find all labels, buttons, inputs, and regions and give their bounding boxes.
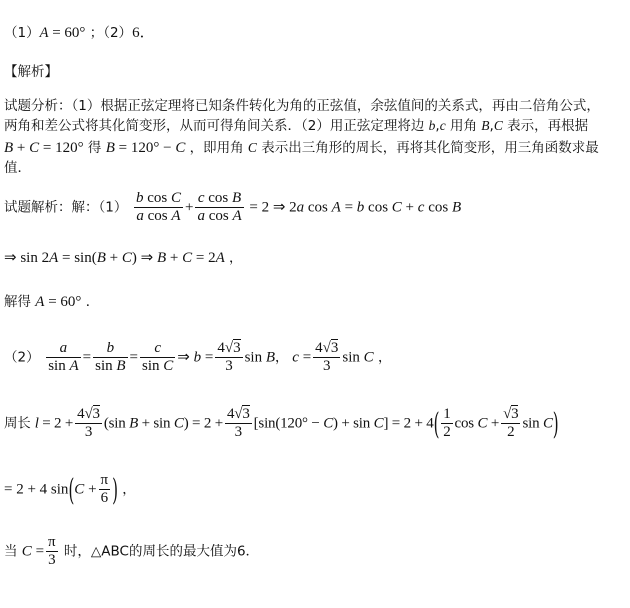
solution-eq-4: （2） $\frac{a}{\text{sin A}}$ = $\frac{b}{\text{sin B}}$ = $\frac{c}{\text{sin C}}$ ⇒ b = $\frac{4√3}{3}$ sin B， c = $\frac{4√3}{3}$ sin C ， [4,340,392,374]
analysis-line-2: 两角和差公式将其化简变形，从而可得角间关系．（2）用正弦定理将边 b,c 用角 B,C 表示，再根据 [4,118,589,134]
analysis-line-1: 试题分析：（1）根据正弦定理将已知条件转化为角的正弦值，余弦值间的关系式，再由二倍角公式， [4,98,600,114]
analysis-line-3: B + C = 120° 得 B = 120° − C ，即用角 C 表示出三角形的周长，再将其化简变形，用三角函数求最 [4,140,599,156]
solution-eq-5: 周长 l = 2 + $\frac{4√3}{3}$ (sin B + sin C) = 2 + $\frac{4√3}{3}$ [sin(120° − C) + sin C] = 2 + 4( $\frac{1}{2}$ cos C + $\frac{√3}{2}$ sin C) [4,405,559,442]
solution-eq-2: ⇒ sin 2A = sin(B + C) ⇒ B + C = 2A ， [4,250,243,266]
section-heading: 【解析】 [4,64,58,80]
solution-eq-3: 解得 A = 60° ． [4,294,100,310]
answer-line: （1）A = 60° ；（2）6． [4,25,155,41]
solution-eq-1: 试题解析：解：（1） $\frac{\text{b cos C}}{\text{a cos A}}$ + $\frac{\text{c cos B}}{\text{a cos A}}$ = 2 ⇒ 2a cos A = b cos C + c cos B [4,190,462,224]
solution-eq-7: 当 C = $\frac{\pi}{3}$ 时，△ABC的周长的最大值为6． [4,534,260,568]
analysis-line-4: 值． [4,160,31,176]
solution-eq-6: = 2 + 4 sin(C + $\frac{\pi}{6}$ ) ， [4,471,136,508]
